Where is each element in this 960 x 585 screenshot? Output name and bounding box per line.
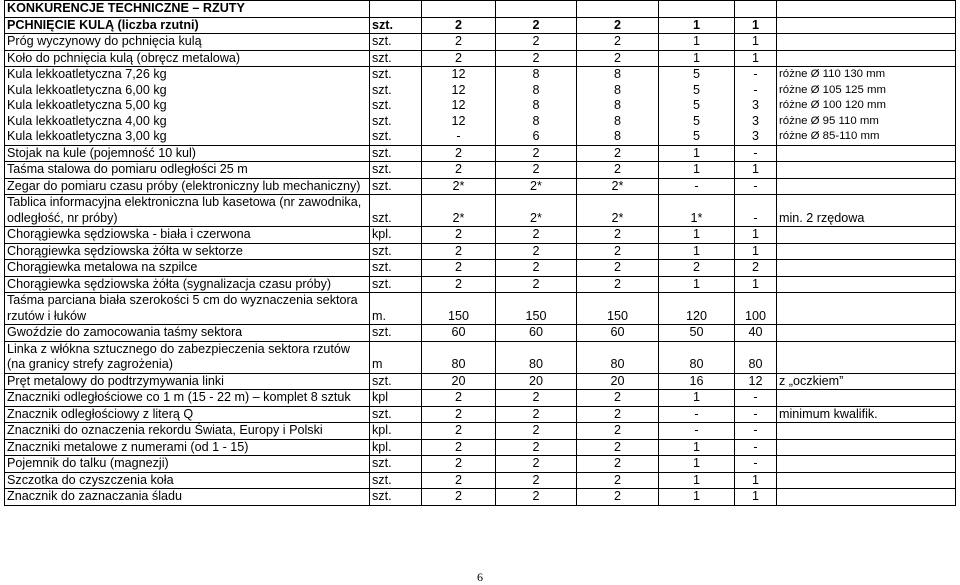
table-row xyxy=(5,145,956,162)
item-name: Znaczniki metalowe z numerami (od 1 - 15) xyxy=(5,439,370,456)
note-cell: z „oczkiem” xyxy=(777,373,956,390)
value-cell: 2* xyxy=(496,178,577,195)
value-cell: - xyxy=(735,390,777,407)
value-cell: 1 xyxy=(659,489,735,506)
value-cell: 2 xyxy=(577,50,659,67)
value-cell: 50 xyxy=(659,325,735,342)
value-cell: 40 xyxy=(735,325,777,342)
table-row xyxy=(5,472,956,489)
note-cell: różne Ø 95 110 mm xyxy=(779,114,879,127)
value-cell: - xyxy=(659,178,735,195)
value-cell: 8 xyxy=(613,129,621,143)
table-row xyxy=(5,243,956,260)
value-cell: 2* xyxy=(496,195,577,227)
value-cell: 2 xyxy=(422,406,496,423)
value-cell: 2 xyxy=(496,227,577,244)
table-row xyxy=(5,373,956,390)
note-cell: minimum kwalifik. xyxy=(777,406,956,423)
value-cell: 12 xyxy=(451,67,466,81)
value-cell: 1 xyxy=(659,472,735,489)
item-name: Chorągiewka sędziowska żółta (sygnalizacja czasu próby) xyxy=(5,276,370,293)
ball-col-2 xyxy=(496,67,577,146)
table-row xyxy=(5,423,956,440)
item-name: Chorągiewka metalowa na szpilce xyxy=(5,260,370,277)
unit-cell: szt. xyxy=(370,276,422,293)
value-cell: - xyxy=(735,178,777,195)
value-cell: 20 xyxy=(577,373,659,390)
value-cell: 2 xyxy=(422,145,496,162)
value-cell: - xyxy=(735,439,777,456)
value-cell: 1 xyxy=(735,243,777,260)
note-cell xyxy=(777,276,956,293)
unit-cell: szt. xyxy=(372,67,392,81)
ball-notes xyxy=(777,67,956,146)
note-cell: różne Ø 100 120 mm xyxy=(779,99,886,111)
value-cell: 1 xyxy=(659,34,735,51)
value-cell: 100 xyxy=(735,293,777,325)
value-cell: - xyxy=(753,67,758,81)
value-cell: 2 xyxy=(577,227,659,244)
value-cell: 3 xyxy=(751,98,759,112)
value-cell: 8 xyxy=(532,98,540,112)
value-cell: - xyxy=(659,423,735,440)
unit-cell: szt. xyxy=(370,406,422,423)
value-cell: - xyxy=(735,456,777,473)
value-cell: 2 xyxy=(577,162,659,179)
item-name: Koło do pchnięcia kulą (obręcz metalowa) xyxy=(5,50,370,67)
value-cell: 2 xyxy=(577,390,659,407)
value-cell: 2 xyxy=(659,260,735,277)
item-name: Taśma stalowa do pomiaru odległości 25 m xyxy=(5,162,370,179)
value-cell: 8 xyxy=(613,98,621,112)
value-cell: 2 xyxy=(422,489,496,506)
table-row xyxy=(5,227,956,244)
section-title: KONKURENCJE TECHNICZNE – RZUTY xyxy=(5,1,370,18)
ball-name: Kula lekkoatletyczna 6,00 kg xyxy=(7,82,167,97)
item-name: Taśma parciana biała szerokości 5 cm do wyznaczenia sektora rzutów i łuków xyxy=(5,293,370,325)
value-cell: 8 xyxy=(532,82,540,97)
unit-cell: szt. xyxy=(372,82,392,97)
balls-row xyxy=(5,67,956,146)
item-name: Chorągiewka sędziowska żółta w sektorze xyxy=(5,243,370,260)
value-cell: 2 xyxy=(735,260,777,277)
value-cell: 16 xyxy=(659,373,735,390)
table-row xyxy=(5,439,956,456)
table-row xyxy=(5,406,956,423)
value-cell: - xyxy=(735,423,777,440)
value-cell: 12 xyxy=(735,373,777,390)
value-cell: 2 xyxy=(422,390,496,407)
page-number: 6 xyxy=(477,570,483,584)
value-cell: 1 xyxy=(735,50,777,67)
note-cell xyxy=(777,390,956,407)
value-cell: 8 xyxy=(532,67,540,81)
value-cell: 12 xyxy=(451,82,466,97)
value-cell: 80 xyxy=(496,341,577,373)
note-cell xyxy=(777,472,956,489)
value-cell: 20 xyxy=(496,373,577,390)
unit-cell: szt. xyxy=(370,178,422,195)
table-row xyxy=(5,341,956,373)
note-cell xyxy=(777,325,956,342)
table-row xyxy=(5,178,956,195)
note-cell xyxy=(777,227,956,244)
unit-cell: szt. xyxy=(370,34,422,51)
value-cell: 1 xyxy=(735,276,777,293)
value-cell: 1 xyxy=(659,456,735,473)
table-row xyxy=(5,276,956,293)
value-cell: 120 xyxy=(659,293,735,325)
value-cell: 12 xyxy=(451,98,466,112)
table-row xyxy=(5,260,956,277)
value-cell: 2 xyxy=(422,243,496,260)
value-cell: 2 xyxy=(496,50,577,67)
item-name: Gwoździe do zamocowania taśmy sektora xyxy=(5,325,370,342)
value-cell: 2 xyxy=(496,34,577,51)
table-row xyxy=(5,195,956,227)
value-cell: 1 xyxy=(735,162,777,179)
value-cell: 1 xyxy=(659,439,735,456)
value-cell: 80 xyxy=(577,341,659,373)
ball-col-5 xyxy=(735,67,777,146)
value-cell: - xyxy=(735,145,777,162)
value-cell: 1* xyxy=(659,195,735,227)
value-cell: 1 xyxy=(735,227,777,244)
value-cell: 2 xyxy=(577,145,659,162)
unit-cell: szt. xyxy=(370,17,422,34)
table-row xyxy=(5,390,956,407)
value-cell: 2* xyxy=(577,178,659,195)
table-row xyxy=(5,162,956,179)
value-cell: 2 xyxy=(496,162,577,179)
note-cell xyxy=(777,34,956,51)
value-cell: 20 xyxy=(422,373,496,390)
note-cell xyxy=(777,489,956,506)
value-cell: 1 xyxy=(659,162,735,179)
unit-cell: kpl. xyxy=(370,227,422,244)
value-cell: 2* xyxy=(577,195,659,227)
ball-name: Kula lekkoatletyczna 7,26 kg xyxy=(7,67,167,81)
value-cell: 2 xyxy=(422,456,496,473)
value-cell: 60 xyxy=(422,325,496,342)
value-cell: 2 xyxy=(577,489,659,506)
value-cell: 2 xyxy=(496,423,577,440)
value-cell: 1 xyxy=(735,34,777,51)
item-name: Chorągiewka sędziowska - biała i czerwona xyxy=(5,227,370,244)
value-cell: 1 xyxy=(659,17,735,34)
event-row xyxy=(5,17,956,34)
value-cell: 2 xyxy=(577,472,659,489)
equipment-table xyxy=(4,0,956,506)
value-cell: 2 xyxy=(496,243,577,260)
ball-name: Kula lekkoatletyczna 4,00 kg xyxy=(7,113,167,128)
unit-cell: szt. xyxy=(370,373,422,390)
value-cell: 2 xyxy=(577,406,659,423)
item-name: Szczotka do czyszczenia koła xyxy=(5,472,370,489)
unit-cell: szt. xyxy=(372,113,392,128)
note-cell xyxy=(777,423,956,440)
value-cell: 80 xyxy=(422,341,496,373)
value-cell: 1 xyxy=(735,472,777,489)
table-row xyxy=(5,293,956,325)
section-title-row xyxy=(5,1,956,18)
event-name: PCHNIĘCIE KULĄ (liczba rzutni) xyxy=(5,17,370,34)
item-name: Próg wyczynowy do pchnięcia kulą xyxy=(5,34,370,51)
value-cell: 2 xyxy=(422,50,496,67)
ball-col-3 xyxy=(577,67,659,146)
item-name: Tablica informacyjna elektroniczna lub kasetowa (nr zawodnika, odległość, nr próby) xyxy=(5,195,370,227)
note-cell xyxy=(777,178,956,195)
value-cell: 2 xyxy=(422,260,496,277)
value-cell: 150 xyxy=(496,293,577,325)
unit-cell: szt. xyxy=(370,145,422,162)
value-cell: 2 xyxy=(422,34,496,51)
value-cell: 2 xyxy=(496,456,577,473)
unit-cell: kpl xyxy=(370,390,422,407)
value-cell: 2 xyxy=(422,227,496,244)
value-cell: 2 xyxy=(496,439,577,456)
value-cell: 1 xyxy=(659,50,735,67)
value-cell: 1 xyxy=(735,17,777,34)
unit-cell: m xyxy=(370,341,422,373)
note-cell xyxy=(777,439,956,456)
ball-col-1 xyxy=(422,67,496,146)
value-cell: 80 xyxy=(735,341,777,373)
value-cell: 1 xyxy=(735,489,777,506)
value-cell: 2 xyxy=(496,390,577,407)
item-name: Stojak na kule (pojemność 10 kul) xyxy=(5,145,370,162)
unit-cell: szt. xyxy=(372,98,392,112)
table-row xyxy=(5,325,956,342)
value-cell: 2 xyxy=(577,17,659,34)
value-cell: 12 xyxy=(451,113,466,128)
item-name: Zegar do pomiaru czasu próby (elektroniczny lub mechaniczny) xyxy=(5,178,370,195)
value-cell: 8 xyxy=(532,113,540,128)
value-cell: - xyxy=(735,406,777,423)
value-cell: 2 xyxy=(496,489,577,506)
unit-cell: szt. xyxy=(372,129,392,143)
unit-cell: szt. xyxy=(370,489,422,506)
value-cell: 2 xyxy=(496,472,577,489)
item-name: Pręt metalowy do podtrzymywania linki xyxy=(5,373,370,390)
value-cell: 2 xyxy=(496,17,577,34)
value-cell: 2* xyxy=(422,178,496,195)
table-row xyxy=(5,34,956,51)
note-cell xyxy=(777,145,956,162)
table-row xyxy=(5,456,956,473)
value-cell: 5 xyxy=(692,67,700,81)
ball-name: Kula lekkoatletyczna 5,00 kg xyxy=(7,98,167,112)
value-cell: 2 xyxy=(422,439,496,456)
unit-cell: szt. xyxy=(370,260,422,277)
value-cell: 8 xyxy=(613,67,621,81)
value-cell: 2 xyxy=(577,456,659,473)
table-row xyxy=(5,50,956,67)
value-cell: 2 xyxy=(496,406,577,423)
value-cell: 2 xyxy=(422,162,496,179)
value-cell: 2 xyxy=(577,34,659,51)
item-name: Znacznik odległościowy z literą Q xyxy=(5,406,370,423)
value-cell: 2 xyxy=(496,145,577,162)
item-name: Znaczniki odległościowe co 1 m (15 - 22 m) – komplet 8 sztuk xyxy=(5,390,370,407)
value-cell: 2 xyxy=(422,17,496,34)
table-row xyxy=(5,489,956,506)
unit-cell: szt. xyxy=(370,456,422,473)
note-cell xyxy=(777,162,956,179)
note-cell xyxy=(777,341,956,373)
value-cell: 2 xyxy=(577,423,659,440)
value-cell: 60 xyxy=(496,325,577,342)
unit-cell: szt. xyxy=(370,243,422,260)
value-cell: 1 xyxy=(659,227,735,244)
value-cell: 2 xyxy=(422,423,496,440)
ball-names xyxy=(5,67,370,146)
value-cell: - xyxy=(456,129,461,143)
value-cell: 5 xyxy=(692,82,700,97)
value-cell: 3 xyxy=(751,113,759,128)
note-cell xyxy=(777,456,956,473)
note-cell xyxy=(777,260,956,277)
value-cell: 6 xyxy=(532,129,540,143)
value-cell: 1 xyxy=(659,390,735,407)
value-cell: - xyxy=(735,195,777,227)
unit-cell: szt. xyxy=(370,325,422,342)
unit-cell: m. xyxy=(370,293,422,325)
value-cell: 1 xyxy=(659,243,735,260)
unit-cell: szt. xyxy=(370,162,422,179)
note-cell xyxy=(777,243,956,260)
value-cell: - xyxy=(753,82,758,97)
value-cell: 5 xyxy=(692,98,700,112)
value-cell: 2 xyxy=(577,243,659,260)
item-name: Linka z włókna sztucznego do zabezpieczenia sektora rzutów (na granicy strefy zagrożenia) xyxy=(5,341,370,373)
note-cell: min. 2 rzędowa xyxy=(777,195,956,227)
ball-units xyxy=(370,67,422,146)
value-cell: 5 xyxy=(692,113,700,128)
value-cell: 150 xyxy=(577,293,659,325)
value-cell: - xyxy=(659,406,735,423)
item-name: Znacznik do zaznaczania śladu xyxy=(5,489,370,506)
value-cell: 1 xyxy=(659,276,735,293)
value-cell: 150 xyxy=(422,293,496,325)
value-cell: 2 xyxy=(577,276,659,293)
note-cell: różne Ø 105 125 mm xyxy=(779,83,886,96)
unit-cell: szt. xyxy=(370,195,422,227)
value-cell: 2 xyxy=(577,260,659,277)
unit-cell: szt. xyxy=(370,50,422,67)
value-cell: 80 xyxy=(659,341,735,373)
value-cell: 2 xyxy=(422,276,496,293)
value-cell: 8 xyxy=(613,113,621,128)
note-cell: różne Ø 85-110 mm xyxy=(779,130,880,142)
value-cell: 2 xyxy=(496,276,577,293)
ball-name: Kula lekkoatletyczna 3,00 kg xyxy=(7,129,167,143)
ball-col-4 xyxy=(659,67,735,146)
note-cell xyxy=(777,50,956,67)
note-cell: różne Ø 110 130 mm xyxy=(779,68,886,80)
value-cell: 2* xyxy=(422,195,496,227)
item-name: Znaczniki do oznaczenia rekordu Świata, Europy i Polski xyxy=(5,423,370,440)
unit-cell: kpl. xyxy=(370,423,422,440)
unit-cell: kpl. xyxy=(370,439,422,456)
note-cell xyxy=(777,293,956,325)
value-cell: 8 xyxy=(613,82,621,97)
value-cell: 2 xyxy=(577,439,659,456)
item-name: Pojemnik do talku (magnezji) xyxy=(5,456,370,473)
unit-cell: szt. xyxy=(370,472,422,489)
value-cell: 3 xyxy=(751,129,759,143)
value-cell: 5 xyxy=(692,129,700,143)
value-cell: 2 xyxy=(496,260,577,277)
value-cell: 60 xyxy=(577,325,659,342)
value-cell: 2 xyxy=(422,472,496,489)
value-cell: 1 xyxy=(659,145,735,162)
